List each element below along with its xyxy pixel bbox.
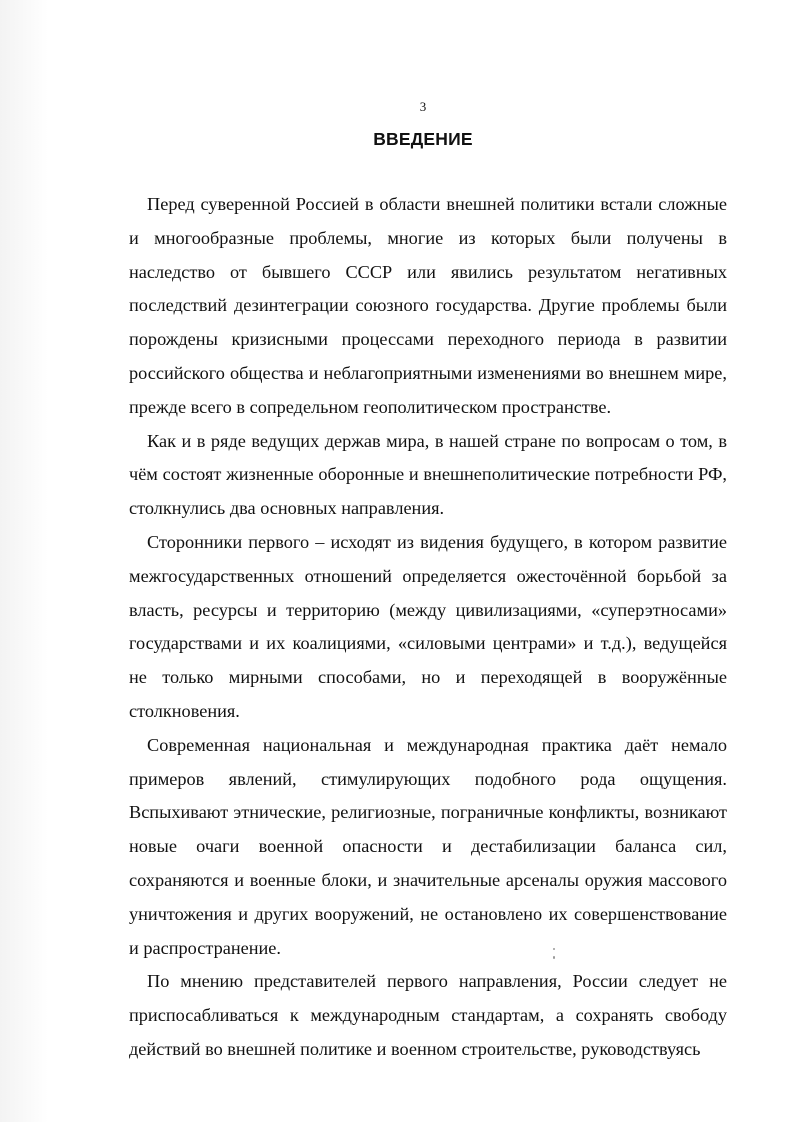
section-heading: ВВЕДЕНИЕ: [373, 129, 473, 149]
scan-speck: [553, 956, 555, 959]
paragraph-5: По мнению представителей первого направления, России следует не приспосабливаться к международным стандартам, а сохранять свободу действий во внешней политике и военном строительстве, руководствуясь: [129, 971, 727, 1059]
body-text: [129, 188, 727, 1067]
page-number: 3: [419, 99, 427, 114]
scan-edge-shadow: [0, 0, 48, 1122]
paragraph-1: Перед суверенной Россией в области внешней политики встали сложные и многообразные проблемы, многие из которых были получены в наследство от бывшего СССР или явились результатом негативных последствий дезинтеграции союзного государства. Другие проблемы были порождены кризисными процессами переходного периода в развитии российского общества и неблагоприятными изменениями во внешнем мире, прежде всего в сопредельном геополитическом пространстве.: [129, 194, 727, 417]
scan-speck: [553, 948, 555, 950]
paragraph-4: Современная национальная и международная практика даёт немало примеров явлений, стимулирующих подобного рода ощущения. Вспыхивают этнические, религиозные, пограничные конфликты, возникают новые очаги военной опасности и дестабилизации баланса сил, сохраняются и военные блоки, и значительные арсеналы оружия массового уничтожения и других вооружений, не остановлено их совершенствование и распространение.: [129, 734, 727, 958]
paragraph-2: Как и в ряде ведущих держав мира, в нашей стране по вопросам о том, в чём состоят жизненные оборонные и внешнеполитические потребности РФ, столкнулись два основных направления.: [129, 430, 727, 519]
paragraph-3: Сторонники первого – исходят из видения будущего, в котором развитие межгосударственных отношений определяется ожесточённой борьбой за власть, ресурсы и территорию (между цивилизациями, «суперэтносами» государствами и их коалициями, «силовыми центрами» и т.д.), ведущейся не только мирными способами, но и переходящей в вооружённые столкновения.: [129, 531, 727, 721]
